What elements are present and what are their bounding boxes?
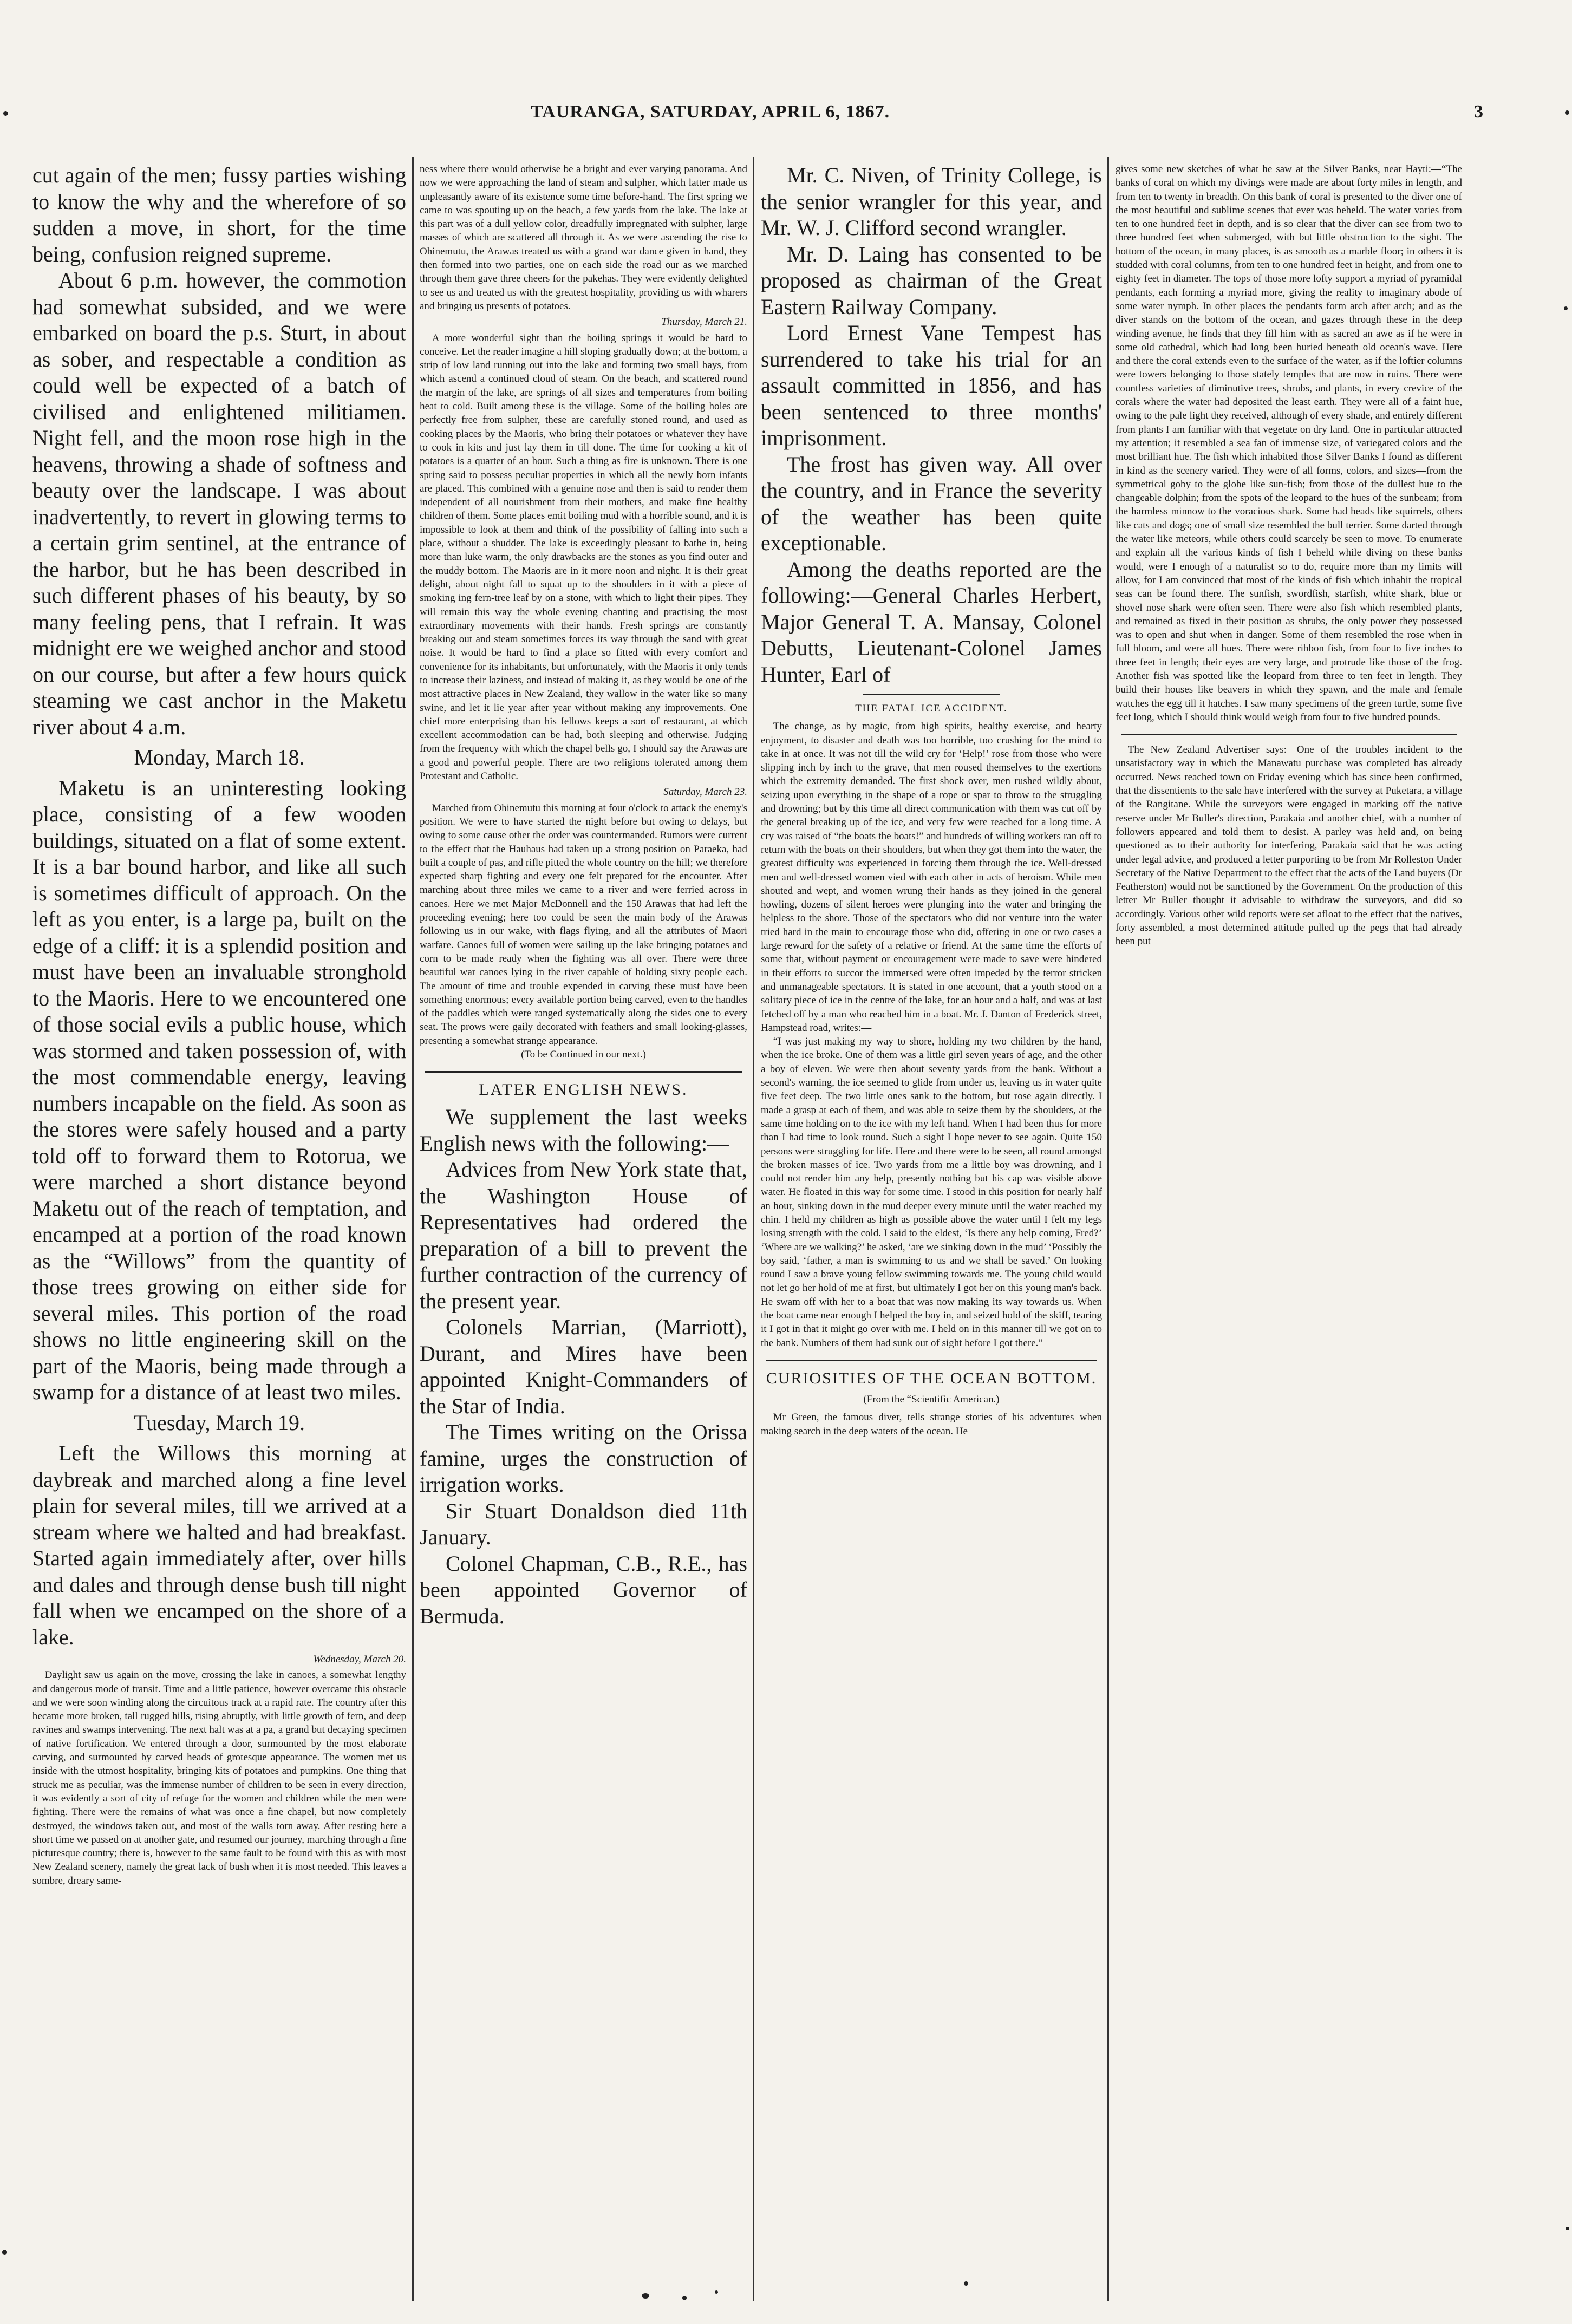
section-divider bbox=[425, 1071, 742, 1073]
article-paragraph: gives some new sketches of what he saw at the Silver Banks, near Hayti:—“The banks of coral on which my divings were made are about forty miles in length, and from ten to twenty in breadth. On this bank of coral is presented to the diver one of the most beautiful and sublime scenes that ever was beheld. The water varies from ten to one hundred feet in depth, and is so clear that the diver can see from two to three hundred feet when submerged, with but little obstruction to the sight. The bottom of the ocean, in many places, is as smooth as a marble floor; in others it is studded with coral columns, from ten to one hundred feet in height, and from one to eighty feet in diameter. The tops of those more lofty support a myriad of pyramidal pendants, each forming a myriad more, giving the reality to imaginary abode of some water nymph. In other places the pendants form arch after arch; and as the diver stands on the bottom of the ocean, and gazes through these in the deep winding avenue, he finds that they fill him with as sacred an awe as if he were in some old cathedral, which had long been buried beneath old ocean's wave. Here and there the coral extends even to the surface of the water, as if the loftier columns were towers belonging to those stately temples that are now in ruins. There were countless varieties of diminutive trees, shrubs, and plants, in every crevice of the corals where the water had deposited the least earth. They were all of a faint hue, owing to the pale light they received, although of every shade, and entirely different from plants I am familiar with that vegetate on dry land. One in particular attracted my attention; it resembled a sea fan of immense size, of variegated colors and the most brilliant hue. The fish which inhabited those Silver Banks I found as different in kind as the scenery varied. They were of all forms, colors, and sizes—from the symmetrical goby to the globe like sun-fish; from those of the dullest hue to the changeable dolphin; from the spots of the leopard to the hues of the sunbeam; from the harmless minnow to the voracious shark. Some had heads like squirrels, others like cats and dogs; one of small size resembled the bull terrier. Some darted through the water like meteors, while others could scarcely be seen to move. To enumerate and explain all the various kinds of fish I beheld while diving on these banks would, were I enough of a naturalist so to do, require more than my limits will allow, for I am convinced that most of the kinds of fish which inhabit the tropical seas can be found there. The sunfish, swordfish, starfish, white shark, blue or shovel nose shark were often seen. There were also fish which resembled plants, and remained as fixed in their position as shrubs, the only power they possessed was to open and shut when in danger. Some of them resembled the rose when in full bloom, and were all hues. There were ribbon fish, from four to five inches to three feet in length; their eyes are very large, and protrude like those of the frog. Another fish was spotted like the leopard from three to ten feet in length. They build their houses like beavers in which they spawn, and the male and female watches the egg till it hatches. I saw many specimens of the green turtle, some five feet long, which I should think would weigh from four to five hundred pounds. bbox=[1116, 164, 1462, 723]
dateline: Thursday, March 21. bbox=[661, 316, 747, 328]
column-2 bbox=[420, 162, 747, 2290]
section-heading: LATER ENGLISH NEWS. bbox=[479, 1081, 688, 1099]
column-rule bbox=[1107, 157, 1109, 2301]
article-paragraph: About 6 p.m. however, the commotion had somewhat subsided, and we were embarked on board the p.s. Sturt, in about as sober, and respectable a condition as could well be expected of a batch of civilised and enlightened militiamen. Night fell, and the moon rose high in the heavens, throwing a shade of softness and beauty over the landscape. I was about inadvertently, to revert in glowing terms to a certain grim sentinel, at the entrance of the harbor, but he has been described in such different phases of his beauty, by so many feeling pens, that I refrain. It was midnight ere we weighed anchor and stood on our course, but after a few hours quick steaming we cast anchor in the Maketu river about 4 a.m. bbox=[32, 268, 406, 739]
article-paragraph: The Times writing on the Orissa famine, urges the construction of irrigation works. bbox=[420, 1420, 747, 1497]
print-speck bbox=[715, 2290, 718, 2294]
article-paragraph: Advices from New York state that, the Washington House of Representatives had ordered the preparation of a bill to prevent the further contraction of the currency of the present year. bbox=[420, 1157, 747, 1313]
article-paragraph: Mr Green, the famous diver, tells strange stories of his adventures when making search in the deep waters of the ocean. He bbox=[761, 1412, 1102, 1437]
article-paragraph: The New Zealand Advertiser says:—One of the troubles incident to the unsatisfactory way in which the Manawatu purchase was completed has already occurred. News reached town on Friday evening which has since been confirmed, that the dissentients to the sale have interfered with the survey at Puketara, a village of the Rangitane. While the surveyors were engaged in marking off the native reserve under Mr Buller's direction, Parakaia and another chief, with a number of followers appeared and told them to desist. A parley was held and, on being questioned as to their authority for interfering, Parakaia said that he was acting under legal advice, and produced a letter purporting to be from Mr Rolleston Under Secretary of the Native Department to the effect that the acts of the Land buyers (Dr Featherston) would not be sanctioned by the Government. On the production of this letter Mr Buller thought it advisable to withdraw the surveyors, and did so accordingly. Various other wild reports were set afloat to the effect that the natives, forty assembled, a most determined attitude pulled up the pegs that had already been put bbox=[1116, 744, 1462, 948]
section-heading: Monday, March 18. bbox=[134, 745, 305, 769]
section-divider bbox=[1121, 734, 1457, 735]
column-1 bbox=[32, 162, 406, 2290]
article-paragraph: Colonel Chapman, C.B., R.E., has been appointed Governor of Bermuda. bbox=[420, 1551, 747, 1628]
print-speck bbox=[1565, 110, 1569, 115]
print-speck bbox=[2, 2250, 7, 2255]
print-speck bbox=[642, 2293, 649, 2299]
article-paragraph: Lord Ernest Vane Tempest has surrendered to take his trial for an assault committed in 1856, and has been sentenced to three months' imprisonment. bbox=[761, 321, 1102, 450]
print-speck bbox=[3, 111, 8, 116]
print-speck bbox=[1566, 2227, 1569, 2230]
print-speck bbox=[682, 2296, 687, 2300]
article-paragraph: The frost has given way. All over the country, and in France the severity of the weather has been quite exceptionable. bbox=[761, 452, 1102, 555]
article-paragraph: We supplement the last weeks English news with the following:— bbox=[420, 1105, 747, 1156]
article-paragraph: “I was just making my way to shore, holding my two children by the hand, when the ice broke. One of them was a little girl seven years of age, and the other a boy of eleven. We were then about seventy yards from the bank. Without a second's warning, the ice seemed to glide from under us, leaving us in water quite five feet deep. The two little ones sank to the bottom, but rose again directly. I made a grasp at each of them, and was able to seize them by the shoulders, at the same time holding on to the ice with my left hand. When I had been thus for more than I had time to look round. Such a sight I hope never to see again. Quite 150 persons were struggling for life. Here and there were to be seen, all round amongst the broken masses of ice. Two yards from me a little boy was drowning, and I could not render him any help, presently nothing but his cap was visible above water. He floated in this way for some time. I stood in this position for nearly half an hour, sinking down in the mud deeper every minute until the water reached my chin. I held my children as high as possible above the water until I felt my legs losing strength with the cold. I said to the eldest, ‘Is there any help coming, Fred?’ ‘Where are we walking?’ he asked, ‘are we sinking down in the mud’ ‘Possibly the boy said, ‘father, a man is swimming to us and we shall be saved.’ On looking round I saw a brave young fellow swimming towards me. The young child would not let go her hold of me at first, but ultimately I got her on this young man's back. He swam off with her to a boat that was now making its way towards us. When the boat came near enough I helped the boy in, and seized hold of the skiff, tearing it I got in that it might go over with me. I held on in this manner till we got on to the bank. Numbers of them had sunk out of sight before I got there.” bbox=[761, 1036, 1102, 1349]
article-paragraph: Sir Stuart Donaldson died 11th January. bbox=[420, 1498, 747, 1550]
article-paragraph: cut again of the men; fussy parties wishing to know the why and the wherefore of so sudden a move, in short, for the time being, confusion reigned supreme. bbox=[32, 163, 406, 266]
column-rule bbox=[412, 157, 414, 2301]
article-paragraph: Mr. C. Niven, of Trinity College, is the senior wrangler for this year, and Mr. W. J. Clifford second wrangler. bbox=[761, 163, 1102, 240]
article-paragraph: The change, as by magic, from high spirits, healthy exercise, and hearty enjoyment, to disaster and death was too horrible, too crushing for the mind to take in at once. It was not till the wild cry for ‘Help!’ rose from those who were slipping inch by inch to the grave, that men roused themselves to the exertions which the extremity demanded. The first shock over, men rushed wildly about, seizing upon everything in the shape of a rope or spar to throw to the struggling and drowning; but by this time all direct communication with them was cut off by the general breaking up of the ice, and very few were reached for a long time. A cry was raised of “the boats the boats!” and hundreds of willing workers ran off to return with the boats on their shoulders, but when they got them into the water, the greatest difficulty was experienced in forcing them through the ice. Well-dressed men and well-dressed women vied with each other in acts of heroism. While men shouted and wept, and women wrung their hands as they joined in the general howling, dozens of silent heroes were plunging into the water and bringing the helpless to the shore. Those of the spectators who did not venture into the water tried hard in the main to encourage those who did, offering in one or two cases a large reward for the safety of a relative or friend. At the same time the efforts of some that, without payment or encouragement were made to save were hindered in their efforts to succor the immersed were often impeded by the terror stricken and unmanageable spectators. It is stated in one account, that a youth stood on a solitary piece of ice in the centre of the lake, for an hour and a half, and was at last fetched off by a man who reached him in a boat. Mr. J. Danton of Frederick street, Hampstead road, writes:— bbox=[761, 721, 1102, 1034]
dateline: Saturday, March 23. bbox=[663, 786, 747, 798]
article-paragraph: Among the deaths reported are the following:—General Charles Herbert, Major General T. A. Mansay, Colonel Debutts, Lieutenant-Colonel James Hunter, Earl of bbox=[761, 557, 1102, 687]
source-note: (From the “Scientific American.) bbox=[863, 1393, 1000, 1405]
masthead bbox=[531, 102, 1484, 134]
page-number: 3 bbox=[1474, 102, 1484, 122]
section-divider bbox=[863, 694, 1000, 695]
article-paragraph: ness where there would otherwise be a bright and ever varying panorama. And now we were approaching the land of steam and sulpher, which latter made us unpleasantly aware of its existence some time before-hand. The first spring we came to was spouting up on the beach, a few yards from the lake. The lake at this part was of a dull yellow color, dreadfully impregnated with sulpher, large masses of which are scattered all through it. As we were ascending the rise to Ohinemutu, the Arawas treated us with a grand war dance given in hand, they then formed into two parties, one on each side the road our as we marched through them gave three cheers for the pakehas. They were evidently delighted to see us and treated us with the greatest hospitality, providing us with wharers and bringing us presents of potatoes. bbox=[420, 164, 747, 312]
print-speck bbox=[1564, 306, 1568, 310]
dateline: Wednesday, March 20. bbox=[313, 1654, 406, 1665]
article-paragraph: Maketu is an uninteresting looking place, consisting of a few wooden buildings, situated on a flat of some extent. It is a bar bound harbor, and like all such is sometimes difficult of approach. On the left as you enter, is a large pa, built on the edge of a cliff: it is a splendid position and must have been an invaluable stronghold to the Maoris. Here to we encountered one of those social evils a public house, which was stormed and taken possession of, with the most commendable energy, leaving numbers incapable on the field. As soon as the stores were safely housed and a party told off to forward them to Rotorua, we were marched a short distance beyond Maketu out of the reach of temptation, and encamped at a portion of the road known as the “Willows” from the quantity of those trees growing on either side for several miles. This portion of the road shows no little engineering skill on the part of the Maoris, being made through a swamp for a distance of at least two miles. bbox=[32, 775, 406, 1404]
article-paragraph: Colonels Marrian, (Marriott), Durant, and Mires have been appointed Knight-Commanders of the Star of India. bbox=[420, 1315, 747, 1418]
article-paragraph: Left the Willows this morning at daybreak and marched along a fine level plain for several miles, till we arrived at a stream where we halted and had breakfast. Started again immediately after, over hills and dales and through dense bush till night fall when we encamped on the shore of a lake. bbox=[32, 1441, 406, 1649]
section-heading: CURIOSITIES OF THE OCEAN BOTTOM. bbox=[766, 1369, 1097, 1387]
article-paragraph: A more wonderful sight than the boiling springs it would be hard to conceive. Let the reader imagine a hill sloping gradually down; at the bottom, a strip of low land running out into the lake and forming two small bays, from which ascend a continued cloud of steam. On the beach, and scattered round the margin of the lake, are springs of all sizes and temperatures from boiling heat to cold. Built among these is the village. Some of the boiling holes are perfectly free from sulpher, these are carefully stoned round, and used as cooking places by the Maoris, who bring their potatoes or whatever they have to cook in kits and just lay them in till done. The time for cooking a kit of potatoes is a quarter of an hour. Such a thing as fire is unknown. There is one spring said to possess peculiar properties in which all the newly born infants are placed. This combined with a genuine nose and then is said to render them independent of all nourishment from their mothers, and make fine healthy children of them. Some places emit boiling mud with a horrible sound, and it is impossible to look at them and think of the possibility of falling into such a place, without a shudder. The lake is exceedingly pleasant to bathe in, being more than luke warm, the only drawbacks are the stones as you find outer and the muddy bottom. The Maoris are in it more noon and night. It is their great delight, about night fall to squat up to the shoulders in it with a piece of smoking ing fern-tree leaf by on a stone, with which to light their pipes. They will remain this way the whole evening chanting and practising the most extraordinary movements with their hands. Fresh springs are constantly breaking out and steam sometimes forces its way through the sand with great noise. It would be hard to find a place so fitted with every comfort and convenience for its inhabitants, but unfortunately, with the Maoris it only tends to increase their laziness, and instead of making it, as they would be one of the most attractive places in New Zealand, they wallow in the water like so many swine, and let it lie year after year without making any improvements. One chief more enterprising than his fellows keeps a sort of restaurant, at which excellent accommodation can be had, both sleeping and otherwise. Judging from the frequency with which the chapel bells go, I should say the Arawas are a good and powerful people. There are two religions tolerated among them Protestant and Catholic. bbox=[420, 332, 747, 782]
section-heading: THE FATAL ICE ACCIDENT. bbox=[855, 703, 1008, 714]
section-divider bbox=[766, 1360, 1097, 1361]
section-heading: Tuesday, March 19. bbox=[134, 1410, 305, 1435]
article-paragraph: Marched from Ohinemutu this morning at four o'clock to attack the enemy's position. We were to have started the night before but owing to delays, but owing to some cause other the order was countermanded. Rumors were current to the effect that the Hauhaus had taken up a strong position on Paraeka, had built a couple of pas, and rifle pitted the whole country on the hill; we therefore expected sharp fighting and every one felt prepared for the encounter. After marching about three miles we came to a river and were ferried across in canoes. Here we met Major McDonnell and the 150 Arawas that had left the proceeding evening; here too could be seen the main body of the Arawas following us in our wake, with flags flying, and all the attributes of Maori warfare. Canoes full of women were sailing up the lake bringing potatoes and corn to be made ready when the fighting was all over. There were three beautiful war canoes lying in the river capable of holding sixty people each. The amount of time and trouble expended in carving these must have been something enormous; every available portion being carved, even to the handles of the paddles which were ranged systematically along the sides one to every seat. The prows were gaily decorated with feathers and small looking-glasses, presenting a somewhat strange appearance. bbox=[420, 802, 747, 1047]
article-paragraph: Daylight saw us again on the move, crossing the lake in canoes, a somewhat lengthy and dangerous mode of transit. Time and a little patience, however overcame this obstacle and we were soon winding along the circuitous track at a rapid rate. The country after this became more broken, tall rugged hills, rising abruptly, with little growth of fern, and deep ravines and swamps intervening. The next halt was at a pa, a grand but decaying specimen of native fortification. We entered through a door, surmounted by the most elaborate carving, and surmounted by carved heads of grotesque appearance. The women met us inside with the utmost hospitality, bringing kits of potatoes and pumpkins. One thing that struck me as peculiar, was the immense number of children to be seen in every direction, it was evidently a sort of city of refuge for the women and children while the men were fighting. There were the remains of what was once a fine chapel, but now completely destroyed, the windows taken out, and most of the walls torn away. After resting here a short time we passed on at another gate, and resumed our journey, marching through a fine picturesque country; there is, however to the same fault to be found with this as with most New Zealand scenery, namely the great lack of bush when it is most needed. This leaves a sombre, dreary same- bbox=[32, 1669, 406, 1886]
column-3 bbox=[761, 162, 1102, 2290]
to-be-continued-note: (To be Continued in our next.) bbox=[521, 1049, 646, 1060]
column-4 bbox=[1116, 162, 1462, 2290]
newspaper-title-date: TAURANGA, SATURDAY, APRIL 6, 1867. bbox=[531, 102, 890, 122]
article-paragraph: Mr. D. Laing has consented to be proposed as chairman of the Great Eastern Railway Company. bbox=[761, 241, 1102, 319]
column-rule bbox=[753, 157, 754, 2301]
